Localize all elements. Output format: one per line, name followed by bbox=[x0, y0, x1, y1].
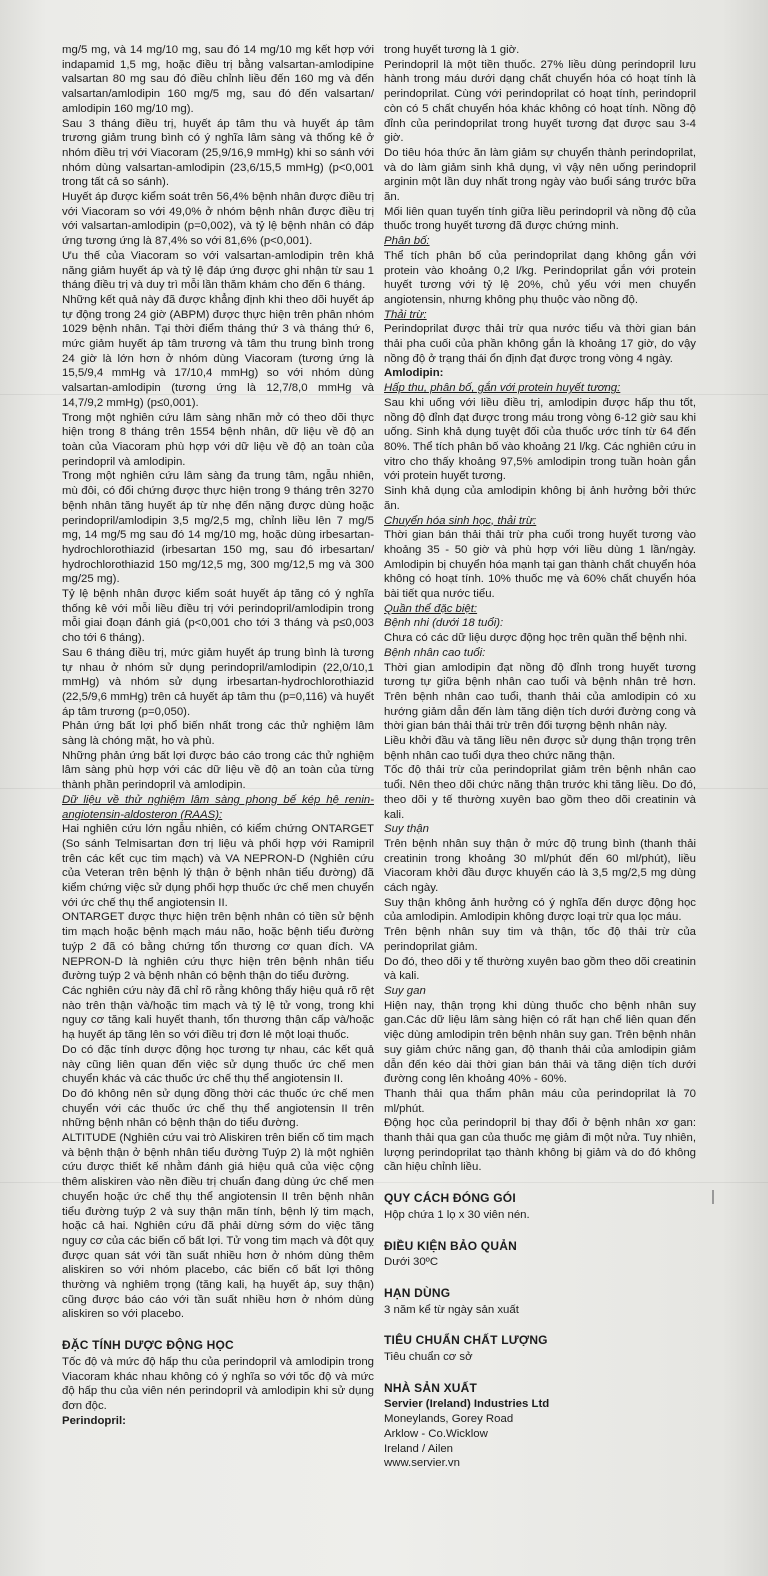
paragraph: Perindoprilat được thải trừ qua nước tiểu và thời gian bán thải pha cuối của phần không gắn là khoảng 17 giờ, do vậy nồng độ ở trạng thái ổn định đạt được trong vòng 4 ngày. bbox=[384, 323, 696, 365]
hepatic-impairment-subheading: Suy gan bbox=[384, 985, 426, 997]
amlodipin-heading: Amlodipin: bbox=[384, 367, 444, 380]
paragraph: Do đó, theo dõi y tế thường xuyên bao gồm theo dõi creatinin và kali. bbox=[384, 955, 696, 983]
paragraph: Hai nghiên cứu lớn ngẫu nhiên, có kiểm chứng ONTARGET (So sánh Telmisartan đơn trị liệu và phối hợp với Ramipril trên các kết cục tim mạch) và VA NEPRON-D (Nghiên cứu của Veteran trên bệnh lý thận ở bệnh nhân tiểu đường) đã kiểm chứng việc sử dụng phối hợp thuốc ức chế men chuyển với ức chế thụ thể angiotensin II. bbox=[62, 823, 374, 909]
paragraph: Trên bệnh nhân suy tim và thận, tốc độ thải trừ của perindoprilat giảm. bbox=[384, 926, 696, 953]
paragraph: Thể tích phân bố của perindoprilat dạng không gắn với protein vào khoảng 0,2 l/kg. Perindoprilat gắn với protein huyết tương với tỷ lệ 20%, chủ yếu với men chuyển angiotensin, nhưng không phụ thuộc vào nồng độ. bbox=[384, 249, 696, 306]
manufacturer-address-line: Arklow - Co.Wicklow bbox=[384, 1427, 488, 1440]
paragraph: Thời gian bán thải thải trừ pha cuối trong huyết tương vào khoảng 35 - 50 giờ và phù hợp với liều dùng 1 lần/ngày. Amlodipin bị chuyển hóa mạnh tại gan thành chất chuyển hóa không có hoạt tính. 10% thuốc mẹ và 60% chất chuyển hóa bài tiết qua nước tiểu. bbox=[384, 529, 696, 601]
paragraph: Thanh thải qua thẩm phân máu của perindoprilat là 70 ml/phút. bbox=[384, 1087, 696, 1115]
shelf-life-text: 3 năm kể từ ngày sản xuất bbox=[384, 1303, 519, 1316]
paper-fold bbox=[0, 1182, 768, 1183]
left-column bbox=[62, 43, 374, 1428]
paragraph: Sau 6 tháng điều trị, mức giảm huyết áp trung bình là tương tự nhau ở nhóm sử dụng perindopril/amlodipin (22,0/10,1 mmHg) và nhóm sử dụng irbesartan-hydrochlorothiazid (22,5/9,6 mmHg) trên cả huyết áp tâm thu (p=0,116) và huyết áp tâm trương (p=0,050). bbox=[62, 646, 374, 718]
paragraph: Suy thận không ảnh hưởng có ý nghĩa đến dược động học của amlodipin. Amlodipin không được loại trừ qua lọc máu. bbox=[384, 896, 696, 924]
paragraph: Liều khởi đầu và tăng liều nên được sử dụng thận trọng trên bệnh nhân cao tuổi dựa theo chức năng thận. bbox=[384, 735, 696, 762]
special-populations-subheading: Quần thể đặc biệt: bbox=[384, 602, 478, 615]
paragraph: Do tiêu hóa thức ăn làm giảm sự chuyển thành perindoprilat, và do làm giảm sinh khả dụng, vì vậy nên uống perindopril arginin một lần duy nhất trong ngày vào buổi sáng trước bữa ăn. bbox=[384, 146, 696, 204]
packaging-heading: QUY CÁCH ĐÓNG GÓI bbox=[384, 1191, 516, 1206]
paragraph: Những kết quả này đã được khẳng định khi theo dõi huyết áp tự động trong 24 giờ (ABPM) được thực hiện trên phân nhóm 1029 bệnh nhân. Tại thời điểm tháng thứ 3 và tháng thứ 6, mức giảm huyết áp tâm trương và tâm thu trung bình trong 24 giờ là lớn hơn ở nhóm dùng Viacoram (tương ứng là 15,5/9,4 mmHg và 17/10,4 mmHg) so với nhóm dùng valsartan-amlodipin (tương ứng là 12,7/8,0 mmHg và 14,7/9,2 mmHg) (p≤0,001). bbox=[62, 293, 374, 409]
quality-standard-text: Tiêu chuẩn cơ sở bbox=[384, 1351, 473, 1364]
paragraph: Động học của perindopril bị thay đổi ở bệnh nhân xơ gan: thanh thải qua gan của thuốc mẹ giảm đi một nửa. Tuy nhiên, lượng perindoprilat tạo thành không bị giảm và do đó không cần hiệu chỉnh liều. bbox=[384, 1117, 696, 1174]
paragraph: Do đó không nên sử dụng đồng thời các thuốc ức chế men chuyển với các thuốc ức chế thụ thể angiotensin II trên những bệnh nhân có bệnh thận do tiểu đường. bbox=[62, 1087, 374, 1130]
paragraph: Do có đặc tính dược động học tương tự nhau, các kết quả này cũng liên quan đến việc sử dụng thuốc ức chế men chuyển khác và các thuốc ức chế thụ thể angiotensin II. bbox=[62, 1043, 374, 1086]
paragraph: Mối liên quan tuyến tính giữa liều perindopril và nồng độ của thuốc trong huyết tương đã được chứng minh. bbox=[384, 205, 696, 233]
paragraph: Sinh khả dụng của amlodipin không bị ảnh hưởng bởi thức ăn. bbox=[384, 485, 696, 512]
paragraph: Những phản ứng bất lợi được báo cáo trong các thử nghiệm lâm sàng phù hợp với các dữ liệu về độ an toàn của từng thành phần perindopril và amlodipin. bbox=[62, 749, 374, 792]
elderly-subheading: Bệnh nhân cao tuổi: bbox=[384, 646, 486, 659]
distribution-subheading: Phân bố: bbox=[384, 235, 430, 248]
right-column bbox=[384, 43, 696, 1471]
perindopril-heading: Perindopril: bbox=[62, 1414, 126, 1427]
manufacturer-heading: NHÀ SẢN XUẤT bbox=[384, 1380, 478, 1395]
paragraph: trong huyết tương là 1 giờ. bbox=[384, 44, 520, 56]
paragraph: ONTARGET được thực hiện trên bệnh nhân có tiền sử bệnh tim mạch hoặc bệnh mạch máu não, hoặc bệnh tiểu đường tuýp 2 đã có bằng chứng tổn thương cơ quan đích. VA NEPRON-D là nghiên cứu thực hiện trên bệnh nhân tiểu đường tuýp 2 và bệnh nhân có bệnh thận do tiểu đường. bbox=[62, 911, 374, 983]
paragraph: Trong một nghiên cứu lâm sàng nhãn mở có theo dõi thực hiện trong 8 tháng trên 1554 bệnh nhân, dữ liệu về độ an toàn của Viacoram phù hợp với dữ liệu về độ an toàn của perindopril và amlodipin. bbox=[62, 411, 374, 468]
paragraph: Huyết áp được kiểm soát trên 56,4% bệnh nhân được điều trị với Viacoram so với 49,0% ở nhóm bệnh nhân được điều trị với valsartan-amlodipin (p=0,002), và tỷ lệ bệnh nhân có đáp ứng tương ứng là 87,4% so với 81,6% (p<0,001). bbox=[62, 191, 374, 248]
paragraph: Phản ứng bất lợi phổ biến nhất trong các thử nghiệm lâm sàng là chóng mặt, ho và phù. bbox=[62, 720, 374, 748]
paragraph: Tỷ lệ bệnh nhân được kiểm soát huyết áp tăng có ý nghĩa thống kê với mỗi liều điều trị với perindopril/amlodipin trong mỗi giai đoạn đánh giá (p<0,001 cho tới 3 tháng và p≤0,003 cho tới 6 tháng). bbox=[62, 588, 374, 645]
paper-fold bbox=[0, 394, 768, 395]
shelf-life-heading: HẠN DÙNG bbox=[384, 1285, 451, 1300]
manufacturer-address-line: Moneylands, Gorey Road bbox=[384, 1413, 514, 1426]
paragraph: Ưu thế của Viacoram so với valsartan-amlodipin trên khả năng giảm huyết áp và tỷ lệ đáp ứng được ghi nhận từ sau 1 tháng điều trị và duy trì mỗi lần thăm khám cho đến 6 tháng. bbox=[62, 249, 374, 292]
packaging-text: Hộp chứa 1 lọ x 30 viên nén. bbox=[384, 1208, 530, 1221]
paragraph: mg/5 mg, và 14 mg/10 mg, sau đó 14 mg/10 mg kết hợp với indapamid 1,5 mg, hoặc điều trị bằng valsartan-amlodipine valsartan 80 mg sau đó điều chỉnh liều đến 160 mg và đến valsartan/amlodipin 160 mg/5 mg, sau đó đến valsartan/ amlodipin 160 mg/10 mg). bbox=[62, 44, 374, 115]
paragraph: Trên bệnh nhân suy thận ở mức độ trung bình (thanh thải creatinin trong khoảng 30 ml/phút đến 60 ml/phút), liều Viacoram khởi đầu được khuyến cáo là 3,5 mg/2,5 mg dùng cách ngày. bbox=[384, 837, 696, 895]
paragraph: Tốc độ thải trừ của perindoprilat giảm trên bệnh nhân cao tuổi. Nên theo dõi chức năng thận trước khi tăng liều. Do đó, theo dõi y tế thường xuyên bao gồm theo dõi creatinin và kali. bbox=[384, 764, 696, 821]
manufacturer-address-line: Ireland / Ailen bbox=[384, 1442, 454, 1455]
margin-mark bbox=[712, 1190, 714, 1204]
storage-text: Dưới 30ºC bbox=[384, 1256, 439, 1269]
paper-fold bbox=[0, 788, 768, 789]
pediatric-subheading: Bệnh nhi (dưới 18 tuổi): bbox=[384, 617, 504, 630]
paragraph: Trong một nghiên cứu lâm sàng đa trung tâm, ngẫu nhiên, mù đôi, có đối chứng được thực hiện trong 9 tháng trên 3270 bệnh nhân tăng huyết áp từ nhẹ đến nặng được dùng hoặc perindopril/amlodipin 3,5 mg/2,5 mg, chỉnh liều lên 7 mg/5 mg, 14 mg/5 mg sau đó 14 mg/10 mg, hoặc dùng irbesartan-hydrochlorothiazid (irbesartan 150 mg, sau đó irbesartan/ hydrochlorothiazid 150 mg/12,5 mg, 300 mg/12,5 mg và 300 mg/25 mg). bbox=[62, 470, 374, 586]
paragraph: Các nghiên cứu này đã chỉ rõ rằng không thấy hiệu quả rõ rệt nào trên thận và/hoặc tim mạch và tỷ lệ tử vong, trong khi nguy cơ tăng kali huyết thanh, tổn thương thận cấp và/hoặc hạ huyết áp tăng lên so với điều trị đơn lẻ một loại thuốc. bbox=[62, 985, 374, 1042]
storage-heading: ĐIỀU KIỆN BẢO QUẢN bbox=[384, 1238, 517, 1253]
paragraph: Chưa có các dữ liệu dược động học trên quần thể bệnh nhi. bbox=[384, 632, 688, 645]
paragraph: ALTITUDE (Nghiên cứu vai trò Aliskiren trên biến cố tim mạch và bệnh thận ở bệnh nhân tiểu đường Tuýp 2) là một nghiên cứu được thiết kế nhằm đánh giá hiệu quả của việc cộng thêm aliskiren vào nền điều trị chuẩn đang dùng ức chế men chuyển hoặc ức chế thụ thể angiotensin II trên bệnh nhân tiểu đường tuýp 2 và suy thận mãn tính, bệnh lý tim mạch, hoặc cả hai. Nghiên cứu đã phải dừng sớm do việc tăng nguy cơ của các biến cố bất lợi. Tử vong tim mạch và đột quỵ được quan sát với tần suất nhiều hơn ở nhóm dùng thêm aliskiren so với nhóm placebo, các biến cố bất lợi thông thường và nghiêm trọng (tăng kali, hạ huyết áp, suy thận) cũng được báo cáo với tần suất nhiều hơn ở nhóm dùng aliskiren so với placebo. bbox=[62, 1132, 374, 1321]
quality-standard-heading: TIÊU CHUẨN CHẤT LƯỢNG bbox=[384, 1333, 548, 1348]
pharmacokinetics-heading: ĐẶC TÍNH DƯỢC ĐỘNG HỌC bbox=[62, 1338, 234, 1353]
paragraph: Sau 3 tháng điều trị, huyết áp tâm thu và huyết áp tâm trương giảm trung bình có ý nghĩa lâm sàng và thống kê ở nhóm điều trị với Viacoram (25,9/16,9 mmHg) khi so sánh với nhóm dùng valsartan-amlodipin (23,6/15,5 mmHg) (p<0,001 trong tất cả so sánh). bbox=[62, 117, 374, 189]
elimination-subheading: Thải trừ: bbox=[384, 308, 427, 321]
paragraph: Hiện nay, thận trọng khi dùng thuốc cho bệnh nhân suy gan.Các dữ liệu lâm sàng hiện có rất hạn chế liên quan đến việc dùng amlodipin trên bệnh nhân suy gan. Trên bệnh nhân suy giảm chức năng gan, độ thanh thải của amlodipin giảm dẫn đến kéo dài thời gian bán thải và tăng diện tích dưới đường cong lên khoảng 40% - 60%. bbox=[384, 999, 696, 1086]
paragraph: Perindopril là một tiền thuốc. 27% liều dùng perindopril lưu hành trong máu dưới dạng chất chuyển hóa có hoạt tính là perindoprilat. Cùng với perindoprilat có hoạt tính, perindopril còn có 5 chất chuyển hóa khác không có hoạt tính. Nồng độ đỉnh của perindoprilat trong huyết tương đạt được sau 3-4 giờ. bbox=[384, 58, 696, 145]
paragraph: Tốc độ và mức độ hấp thu của perindopril và amlodipin trong Viacoram khác nhau không có ý nghĩa so với tốc độ và mức độ hấp thu của viên nén perindopril và amlodipin khi sử dụng đơn độc. bbox=[62, 1355, 374, 1412]
manufacturer-website: www.servier.vn bbox=[384, 1457, 460, 1470]
paragraph: Thời gian amlodipin đạt nồng độ đỉnh trong huyết tương tương tự giữa bệnh nhân cao tuổi và bệnh nhân trẻ hơn. Trên bệnh nhân cao tuổi, thanh thải của amlodipin có xu hướng giảm dẫn đến làm tăng diện tích dưới đường cong và thời gian bán thải thải trừ trên đối tượng bệnh nhân này. bbox=[384, 661, 696, 733]
metabolism-subheading: Chuyển hóa sinh học, thải trừ: bbox=[384, 514, 537, 527]
manufacturer-name: Servier (Ireland) Industries Ltd bbox=[384, 1398, 550, 1411]
renal-impairment-subheading: Suy thận bbox=[384, 823, 429, 836]
paragraph: Sau khi uống với liều điều trị, amlodipin được hấp thu tốt, nồng độ đỉnh đạt được trong máu trong vòng 6-12 giờ sau khi uống. Sinh khả dụng tuyệt đối của thuốc ước tính từ 64 đến 80%. Thể tích phân bố vào khoảng 21 l/kg. Các nghiên cứu in vitro cho thấy khoảng 97,5% amlodipin trong tuần hoàn gắn với protein huyết tương. bbox=[384, 396, 697, 483]
raas-subheading: Dữ liệu về thử nghiệm lâm sàng phong bế kép hệ renin-angiotensin-aldosteron (RAAS): bbox=[62, 793, 374, 821]
absorption-subheading: Hấp thu, phân bố, gắn với protein huyết tương: bbox=[384, 382, 621, 395]
